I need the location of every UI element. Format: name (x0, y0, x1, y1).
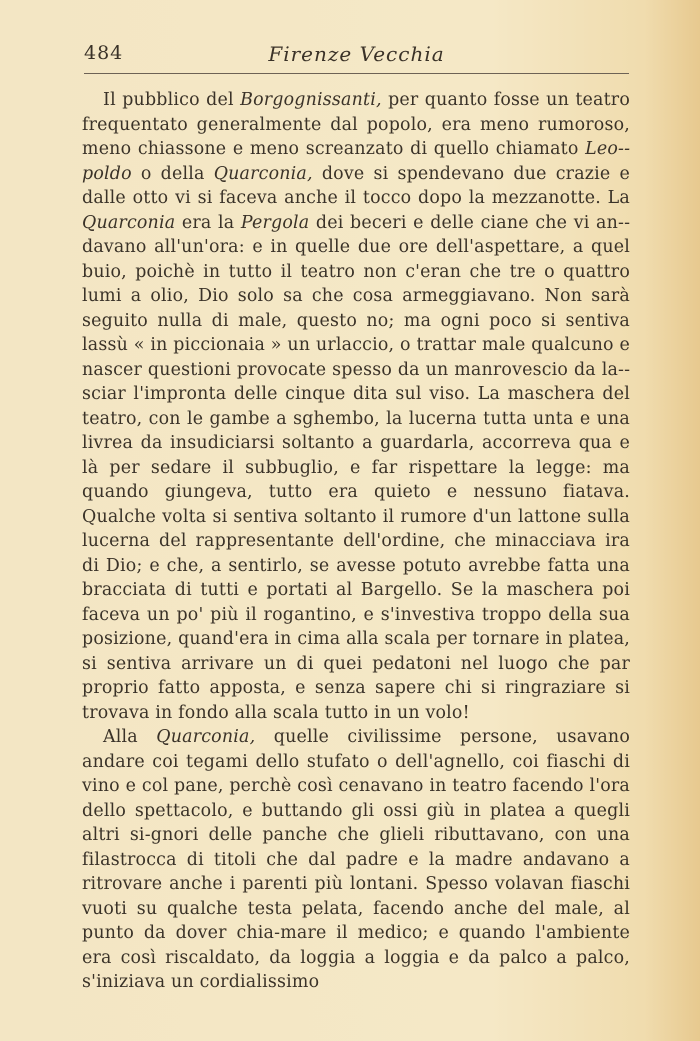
italic-phrase: Pergola (240, 212, 310, 233)
text-run: Alla (103, 727, 157, 747)
italic-phrase: Borgognissanti, (240, 90, 382, 110)
page-number: 484 (84, 42, 124, 64)
text-run: per quanto fosse un teatro frequentato generalmente dal popolo, era meno rumoroso, meno chiassone e meno screanzato di quello chiamato (82, 90, 630, 159)
body-text (82, 88, 630, 995)
text-run: o della (131, 163, 214, 184)
running-title: Firenze Vecchia (268, 42, 445, 66)
paragraph-2 (82, 725, 630, 995)
paragraph-1 (82, 88, 630, 725)
page-header (84, 40, 629, 70)
header-rule (84, 73, 629, 74)
text-run: dove si spendevano due crazie e dalle otto vi si faceva anche il tocco dopo la mezzanotte. La (82, 163, 630, 208)
italic-phrase: Leo-poldo (82, 139, 630, 184)
text-run: era la (175, 212, 241, 233)
italic-phrase: Quarconia, (213, 163, 313, 184)
italic-phrase: Quarconia, (156, 727, 256, 747)
text-run: quelle civilissime persone, usavano andare coi tegami dello stufato o dell'agnello, coi fiaschi di vino e col pane, perchè così cenavano in teatro facendo l'ora dello spettacolo, e buttando gli ossi giù in platea a quegli altri si-gnori delle panche che glieli ributtavano, con una filastrocca di titoli che dal padre e la madre andavano a ritrovare anche i parenti più lontani. Spesso volavan fiaschi vuoti su qualche testa pelata, facendo anche del male, al punto da dover chia-mare il medico; e quando l'ambiente era così riscaldato, da loggia a loggia e da palco a palco, s'iniziava un cordialissimo (82, 727, 630, 992)
text-run: dei beceri e delle ciane che vi an-davano all'un'ora: e in quelle due ore dell'aspettare, a quel buio, poichè in tutto il teatro non c'eran che tre o quattro lumi a olio, Dio solo sa che cosa armeggiavano. Non sarà seguito nulla di male, questo no; ma ogni poco si sentiva lassù « in piccionaia » un urlaccio, o trattar male qualcuno e nascer questioni provocate spesso da un manrovescio da la-sciar l'impronta delle cinque dita sul viso. La maschera del teatro, con le gambe a sghembo, la lucerna tutta unta e una livrea da insudiciarsi soltanto a guardarla, accorreva qua e là per sedare il subbuglio, e far rispettare la legge: ma quando giungeva, tutto era quieto e nessuno fiatava. Qualche volta si sentiva soltanto il rumore d'un lattone sulla lucerna del rappresentante dell'ordine, che minacciava ira di Dio; e che, a sentirlo, se avesse potuto avrebbe fatta una bracciata di tutti e portati al Bargello. Se la maschera poi faceva un po' più il rogantino, e s'investiva troppo della sua posizione, quand'era in cima alla scala per tornare in platea, si sentiva arrivare un di quei pedatoni nel luogo che par proprio fatto apposta, e senza sapere chi si ringraziare si trovava in fondo alla scala tutto in un volo! (82, 212, 630, 723)
text-run: Il pubblico del (103, 90, 241, 110)
italic-phrase: Quarconia (82, 212, 176, 233)
